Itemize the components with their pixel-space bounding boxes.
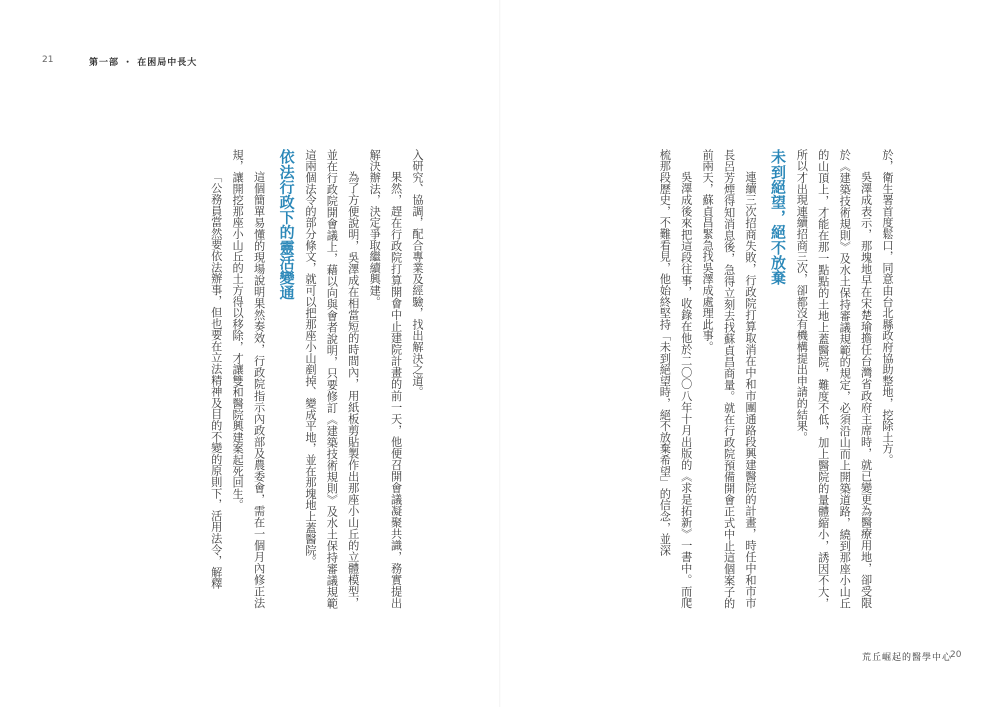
section-heading: 未到絕望，絕不放棄 (768, 149, 787, 285)
paragraph: 果然，趕在行政院打算開會中止建院計畫的前一天，他便召開會議凝聚共識，務實提出解決辦法，決定爭取繼續興建。 (368, 149, 403, 609)
paragraph: 為了方便說明，吳澤成在相當短的時間內，用紙板剪貼製作出那座小山丘的立體模型，並在行政院開會議上，藉以向與會者說明，只要修訂《建築技術規則》及水土保持審議規範這兩個法令的部分條文，就可以把那座小山剷掉、變成平地，並在那塊地上蓋醫院。 (303, 149, 360, 609)
left-page-number: 21 (42, 55, 54, 65)
left-page-body (98, 149, 428, 609)
paragraph: 於，衛生署首度鬆口，同意由台北縣政府協助整地，挖除土方。 (881, 149, 894, 466)
paragraph: 吳澤成表示，那塊地早在宋楚瑜擔任台灣省政府主席時，就已變更為醫療用地，卻受限於《建築技術規則》及水土保持審議規範的規定，必須沿山而上開築道路，繞到那座小山丘的山頂上，才能在那一點點的土地上蓋醫院，難度不低，加上醫院的量體縮小，誘因不大，所以才出現連續招商三次，卻都沒有機構提出申請的結果。 (795, 149, 873, 609)
paragraph: 吳澤成後來把這段往事，收錄在他於二〇〇八年十月出版的《求是拓新》一書中。而爬梳那段歷史，不難看見，他始終堅持「未到絕望時，絕不放棄希望」的信念，並深 (658, 149, 693, 609)
book-gutter (499, 0, 501, 707)
right-running-foot: 荒丘崛起的醫學中心 (862, 653, 953, 663)
paragraph: 連續三次招商失敗，行政院打算取消在中和市團通路段興建醫院的計畫，時任中和市市長呂芳煙得知消息後，急得立刻去找蘇貞昌商量。就在行政院預備開會正式中止這個案子的前兩天，蘇貞昌緊急找吳澤成處理此事。 (701, 149, 757, 609)
left-running-head: 第一部 ・ 在困局中長大 (89, 58, 198, 68)
section-heading: 依法行政下的靈活變通 (277, 149, 296, 300)
paragraph: 這個簡單易懂的現場說明果然奏效，行政院指示內政部及農委會，需在一個月內修正法規，讓開挖那座小山丘的土方得以移除，才讓雙和醫院興建案起死回生。 (231, 149, 266, 609)
right-page-body (572, 149, 898, 609)
right-page-number: 20 (950, 650, 962, 660)
paragraph: 「公務員當然要依法辦事，但也要在立法精神及目的不變的原則下，活用法令，解釋 (209, 171, 223, 590)
paragraph: 入研究、協調，配合專業及經驗，找出解決之道。 (411, 149, 424, 398)
